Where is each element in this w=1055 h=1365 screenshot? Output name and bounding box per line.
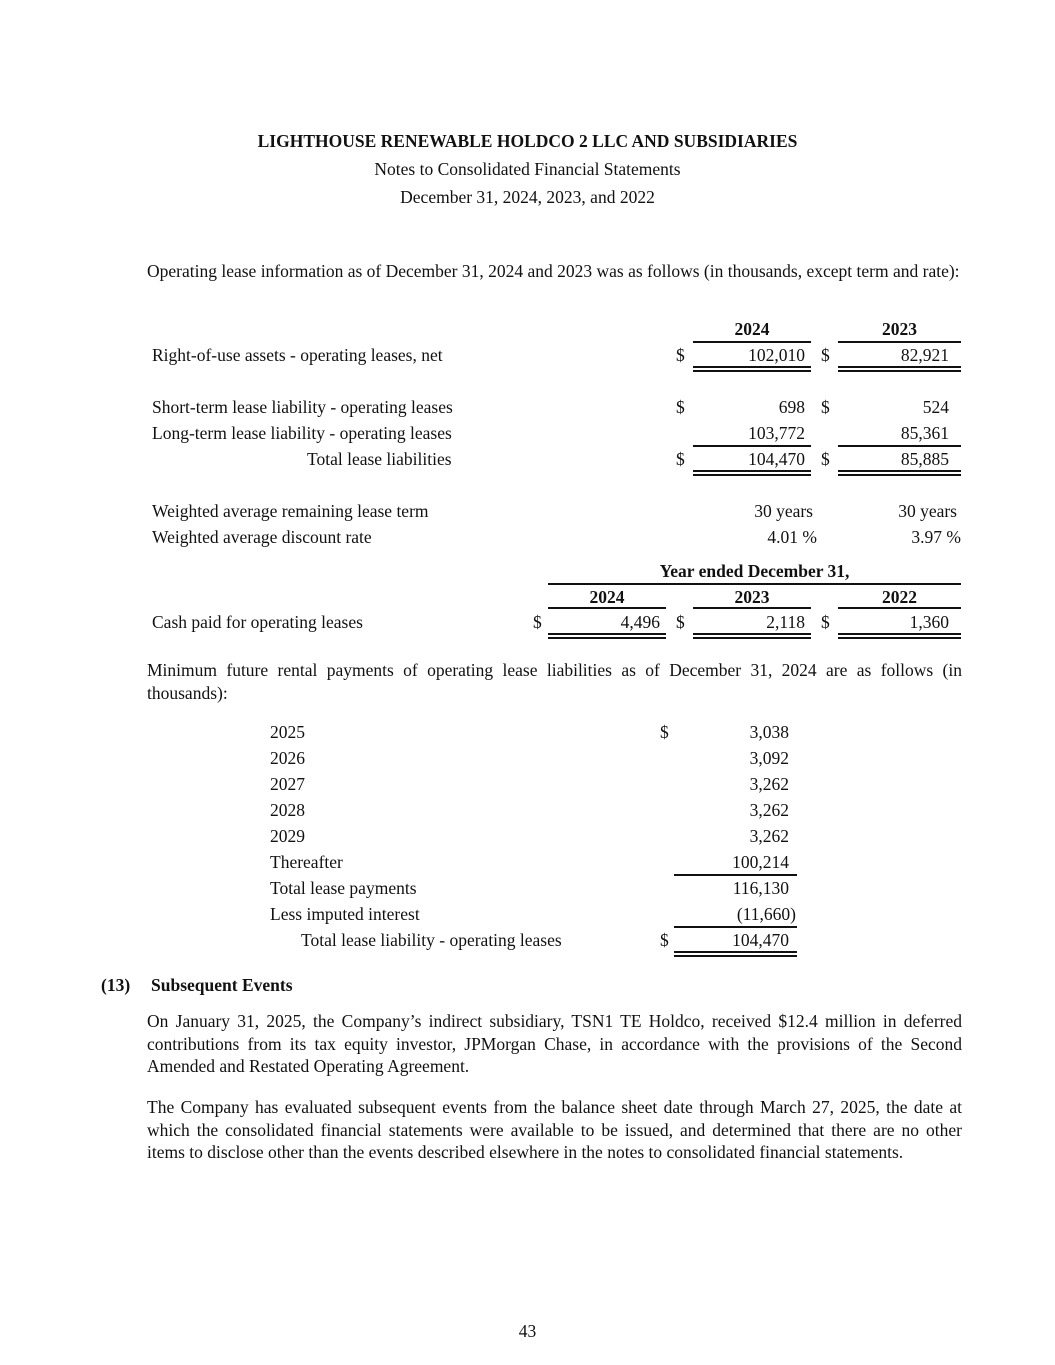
currency-symbol: $ — [821, 449, 830, 469]
subtotal-rule — [674, 926, 797, 928]
header-rule — [838, 607, 961, 609]
header-rule — [693, 341, 811, 343]
subtotal-rule — [838, 445, 961, 447]
column-header-2024: 2024 — [589, 587, 625, 607]
section-number: (13) — [101, 975, 131, 995]
value-2024: 4,496 — [620, 612, 660, 632]
row-label: Short-term lease liability - operating leases — [152, 397, 453, 417]
currency-symbol: $ — [676, 345, 685, 365]
header-rule — [838, 341, 961, 343]
currency-symbol: $ — [676, 397, 685, 417]
row-label: 2028 — [270, 800, 305, 820]
row-value: 104,470 — [732, 930, 789, 950]
subtotal-rule — [693, 445, 811, 447]
document-period: December 31, 2024, 2023, and 2022 — [400, 187, 655, 207]
header-rule — [693, 607, 811, 609]
column-header-2023: 2023 — [734, 587, 770, 607]
subsequent-events-paragraph-2: The Company has evaluated subsequent events from the balance sheet date through March 27, 2025, the date at which the consolidated financial statements were available to be issued, and determined that there are no other items to disclose other than the events described elsewhere in the notes to consolidated financial statements. — [147, 1097, 962, 1162]
currency-symbol: $ — [676, 449, 685, 469]
row-label: Thereafter — [270, 852, 343, 872]
value-2024: 102,010 — [748, 345, 805, 365]
company-name: LIGHTHOUSE RENEWABLE HOLDCO 2 LLC AND SUBSIDIARIES — [257, 131, 798, 151]
subtotal-rule — [674, 874, 797, 876]
row-value: 3,038 — [749, 722, 789, 742]
double-underline — [693, 470, 811, 476]
row-label: 2029 — [270, 826, 305, 846]
double-underline — [548, 633, 666, 639]
value-2023: 3.97 % — [911, 527, 961, 547]
value-2023: 30 years — [898, 501, 957, 521]
row-label: Long-term lease liability - operating leases — [152, 423, 452, 443]
value-2024: 30 years — [754, 501, 813, 521]
double-underline — [838, 470, 961, 476]
row-label: Weighted average discount rate — [152, 527, 372, 547]
page-number: 43 — [518, 1321, 537, 1341]
row-label: 2025 — [270, 722, 305, 742]
row-label: Weighted average remaining lease term — [152, 501, 429, 521]
double-underline — [693, 633, 811, 639]
value-2023: 2,118 — [766, 612, 805, 632]
value-2023: 82,921 — [900, 345, 949, 365]
row-value: (11,660) — [736, 904, 796, 924]
row-label: 2027 — [270, 774, 305, 794]
row-value: 3,092 — [749, 748, 789, 768]
row-label: Total lease liability - operating leases — [301, 930, 562, 950]
column-header-2023: 2023 — [882, 319, 917, 339]
section-title: Subsequent Events — [151, 975, 293, 995]
header-rule — [548, 607, 666, 609]
row-label: Less imputed interest — [270, 904, 420, 924]
row-value: 100,214 — [732, 852, 789, 872]
value-2023: 524 — [922, 397, 949, 417]
value-2023: 85,361 — [900, 423, 949, 443]
future-payments-intro: Minimum future rental payments of operating lease liabilities as of December 31, 2024 are as follows (in thousands): — [147, 660, 962, 703]
currency-symbol: $ — [660, 722, 669, 742]
value-2024: 103,772 — [748, 423, 805, 443]
double-underline — [674, 951, 797, 957]
row-label: 2026 — [270, 748, 305, 768]
row-value: 3,262 — [749, 826, 789, 846]
value-2024: 104,470 — [748, 449, 805, 469]
row-value: 3,262 — [749, 774, 789, 794]
value-2024: 698 — [778, 397, 805, 417]
row-label: Total lease liabilities — [307, 449, 452, 469]
double-underline — [838, 633, 961, 639]
row-value: 3,262 — [749, 800, 789, 820]
value-2024: 4.01 % — [767, 527, 817, 547]
currency-symbol: $ — [821, 397, 830, 417]
currency-symbol: $ — [676, 612, 685, 632]
row-label: Cash paid for operating leases — [152, 612, 363, 632]
double-underline — [693, 366, 811, 372]
value-2022: 1,360 — [909, 612, 949, 632]
group-header: Year ended December 31, — [659, 561, 850, 581]
value-2023: 85,885 — [900, 449, 949, 469]
lease-info-intro: Operating lease information as of December 31, 2024 and 2023 was as follows (in thousands, except term and rate): — [147, 261, 960, 281]
column-header-2022: 2022 — [882, 587, 917, 607]
currency-symbol: $ — [821, 612, 830, 632]
column-header-2024: 2024 — [734, 319, 770, 339]
double-underline — [838, 366, 961, 372]
subsequent-events-paragraph-1: On January 31, 2025, the Company’s indirect subsidiary, TSN1 TE Holdco, received $12.4 million in deferred contributions from its tax equity investor, JPMorgan Chase, in accordance with the provisions of the Second Amended and Restated Operating Agreement. — [147, 1011, 962, 1076]
currency-symbol: $ — [533, 612, 542, 632]
row-value: 116,130 — [732, 878, 789, 898]
row-label: Total lease payments — [270, 878, 417, 898]
group-header-rule — [548, 583, 961, 585]
document-subtitle: Notes to Consolidated Financial Statements — [374, 159, 681, 179]
row-label: Right-of-use assets - operating leases, net — [152, 345, 443, 365]
currency-symbol: $ — [660, 930, 669, 950]
currency-symbol: $ — [821, 345, 830, 365]
